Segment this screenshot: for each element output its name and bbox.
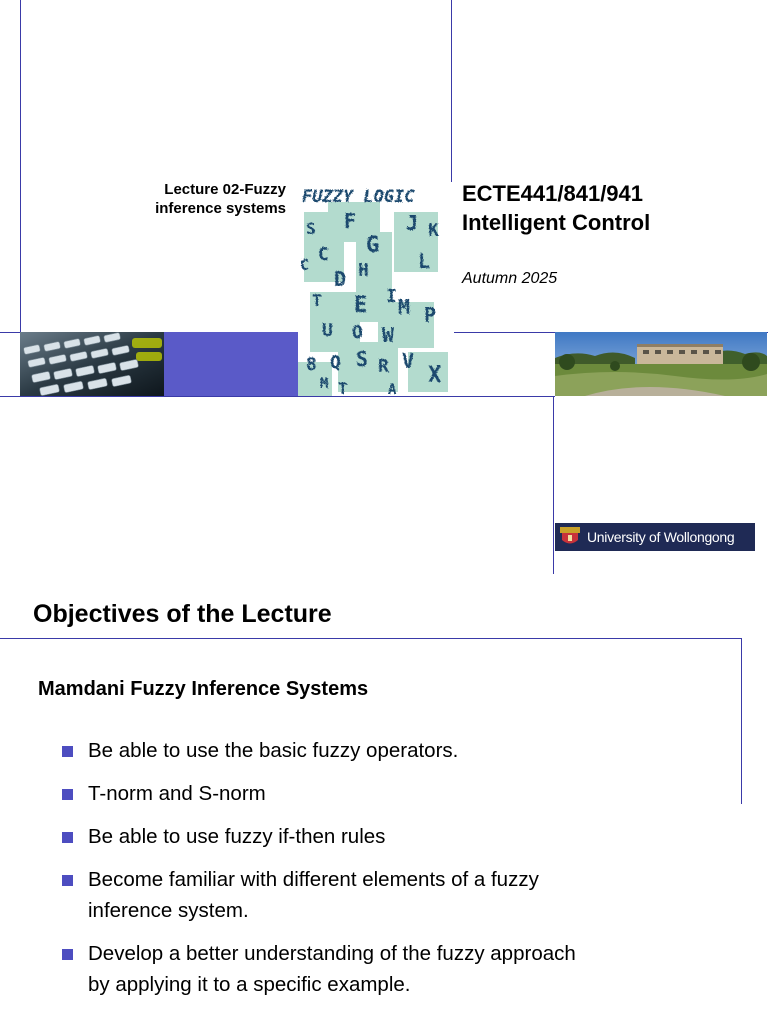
lecture-label	[60, 180, 286, 218]
objective-item	[60, 938, 730, 1000]
objective-text-continued: by applying it to a specific example.	[88, 973, 411, 996]
art-letter: M	[320, 376, 329, 392]
slide1-right-divider	[553, 396, 554, 574]
slide2-right-border	[741, 638, 742, 804]
art-letter: T	[338, 379, 348, 396]
objective-item	[60, 864, 730, 926]
art-letter: L	[418, 249, 431, 273]
accent-color-block	[164, 332, 298, 396]
university-crest-icon	[560, 527, 580, 547]
art-letter: K	[428, 220, 439, 241]
objective-text: Be able to use the basic fuzzy operators.	[88, 739, 459, 762]
art-letter: G	[366, 233, 380, 258]
slide1-left-border	[20, 0, 21, 332]
art-letter: R	[378, 356, 389, 377]
art-letter: M	[398, 295, 411, 319]
fuzzy-art-heading: FUZZY LOGIC	[302, 187, 415, 207]
lecture-label-line1: Lecture 02-Fuzzy	[164, 181, 286, 198]
calculator-keypad-art	[20, 332, 164, 396]
slide1-photo-band-bottom	[0, 396, 555, 397]
slide2-title-underline	[0, 638, 742, 639]
objective-item	[60, 778, 730, 809]
square-bullet-icon	[62, 746, 73, 757]
art-letter: F	[344, 209, 357, 233]
art-letter: T	[312, 291, 322, 310]
objectives-list	[60, 735, 730, 1012]
art-letter: J	[406, 211, 419, 235]
square-bullet-icon	[62, 875, 73, 886]
course-name: Intelligent Control	[462, 210, 651, 235]
art-letter: 8	[306, 354, 317, 375]
campus-building-image	[555, 332, 767, 396]
slide-subtitle: Mamdani Fuzzy Inference Systems	[38, 678, 369, 700]
art-letter: W	[382, 323, 395, 347]
campus-building-art	[555, 332, 767, 396]
slide1-center-divider	[451, 0, 452, 182]
fuzzy-logic-art	[298, 182, 454, 396]
art-letter: D	[334, 267, 347, 291]
objective-text: Be able to use fuzzy if-then rules	[88, 825, 386, 848]
art-letter: X	[428, 363, 442, 388]
art-letter: S	[306, 219, 316, 238]
objective-text: Develop a better understanding of the fuzzy approach	[88, 942, 576, 965]
objective-item	[60, 821, 730, 852]
square-bullet-icon	[62, 832, 73, 843]
square-bullet-icon	[62, 789, 73, 800]
art-letter: H	[358, 260, 369, 281]
lecture-label-line2: inference systems	[155, 200, 286, 217]
calculator-keypad-image	[20, 332, 164, 396]
art-letter: A	[388, 382, 397, 396]
objective-text: Become familiar with different elements of a fuzzy	[88, 868, 539, 891]
square-bullet-icon	[62, 949, 73, 960]
art-letter: Q	[330, 352, 341, 373]
art-letter: V	[402, 349, 415, 373]
objective-text: T-norm and S-norm	[88, 782, 266, 805]
course-code: ECTE441/841/941	[462, 181, 644, 206]
university-name: University of Wollongong	[587, 529, 735, 545]
art-letter: S	[356, 347, 369, 371]
objective-text-continued: inference system.	[88, 899, 249, 922]
art-letter: P	[424, 303, 437, 327]
art-letter: I	[386, 286, 397, 307]
slide-title: Objectives of the Lecture	[33, 600, 332, 628]
semester-label: Autumn 2025	[462, 270, 558, 287]
art-letter: C	[318, 244, 329, 265]
art-letter: U	[322, 320, 333, 341]
art-letter: E	[354, 293, 368, 318]
objective-item	[60, 735, 730, 766]
university-logo	[555, 523, 755, 551]
fuzzy-logic-artwork	[298, 182, 454, 396]
art-letter: C	[300, 256, 310, 274]
art-letter: O	[352, 322, 363, 343]
